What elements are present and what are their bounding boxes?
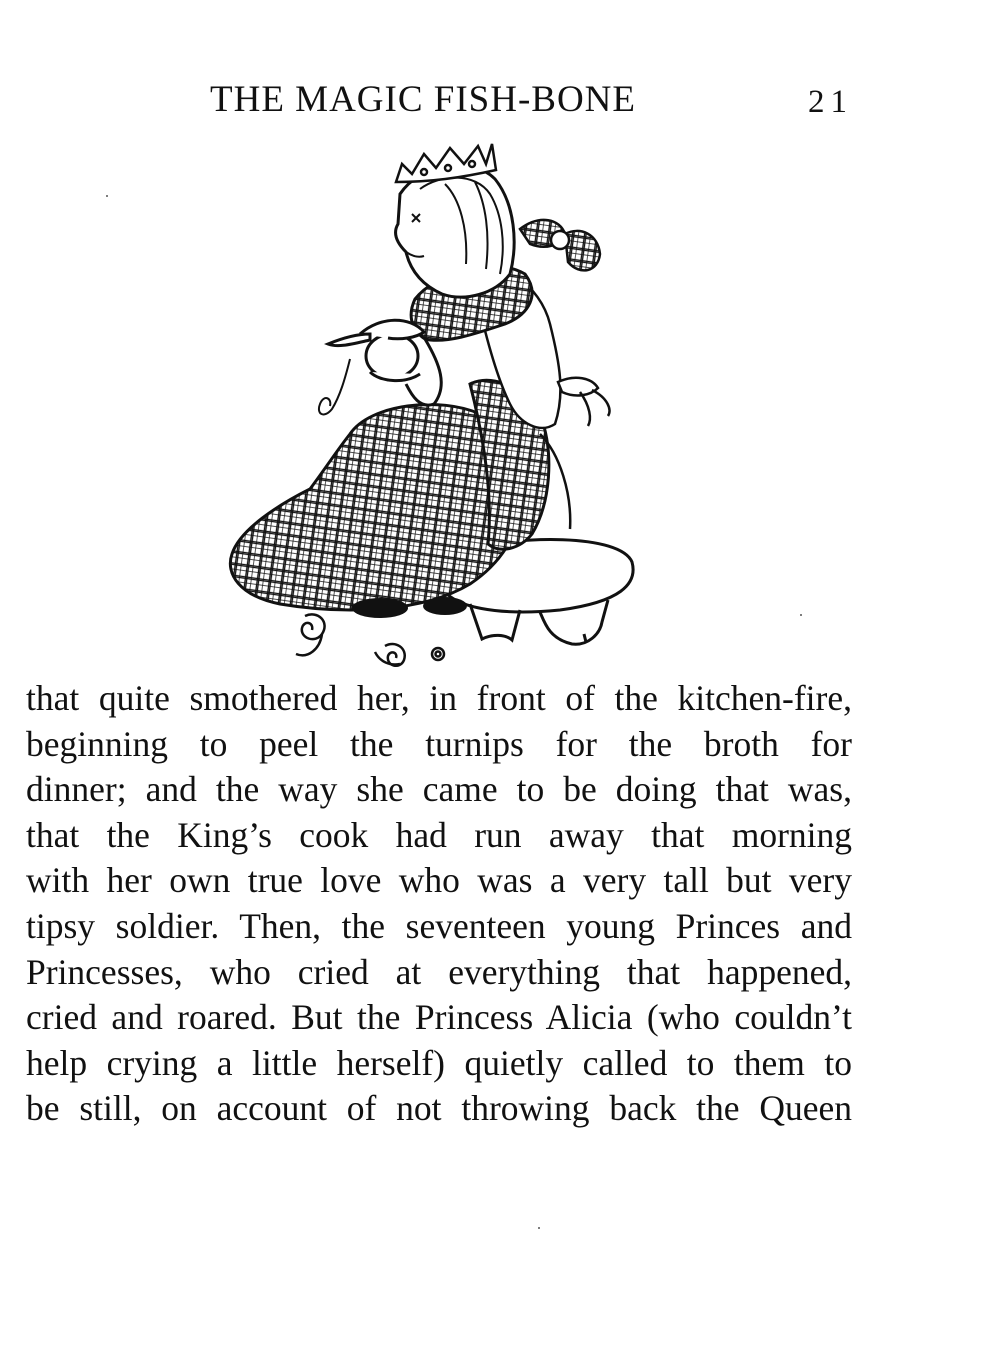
text-line: dinner; and the way she came to be doing that was, <box>26 769 852 810</box>
text-line: Princesses, who cried at everything that happened, <box>26 951 852 992</box>
text-line: that quite smothered her, in front of the kitchen-fire, <box>26 678 852 718</box>
princess-illustration <box>220 134 650 674</box>
text-line: with her own true love who was a very tall but very <box>26 860 852 901</box>
running-title: THE MAGIC FISH-BONE <box>210 79 636 120</box>
text-line: beginning to peel the turnips for the broth for <box>26 723 852 764</box>
text-line: tipsy soldier. Then, the seventeen young Princes and <box>26 905 852 946</box>
running-head <box>0 78 1000 128</box>
body-text <box>26 676 852 1132</box>
text-line: cried and roared. But the Princess Alicia (who couldn’t <box>26 997 852 1038</box>
text-line: that the King’s cook had run away that morning <box>26 814 852 855</box>
hands-with-turnip <box>319 320 424 414</box>
peel-curls <box>296 614 444 665</box>
text-line: help crying a little herself) quietly called to them to <box>26 1042 852 1083</box>
page-number: 21 <box>808 84 853 120</box>
head <box>396 165 515 297</box>
text-line: be still, on account of not throwing back the Queen <box>26 1088 852 1129</box>
hair-bow <box>520 220 600 270</box>
